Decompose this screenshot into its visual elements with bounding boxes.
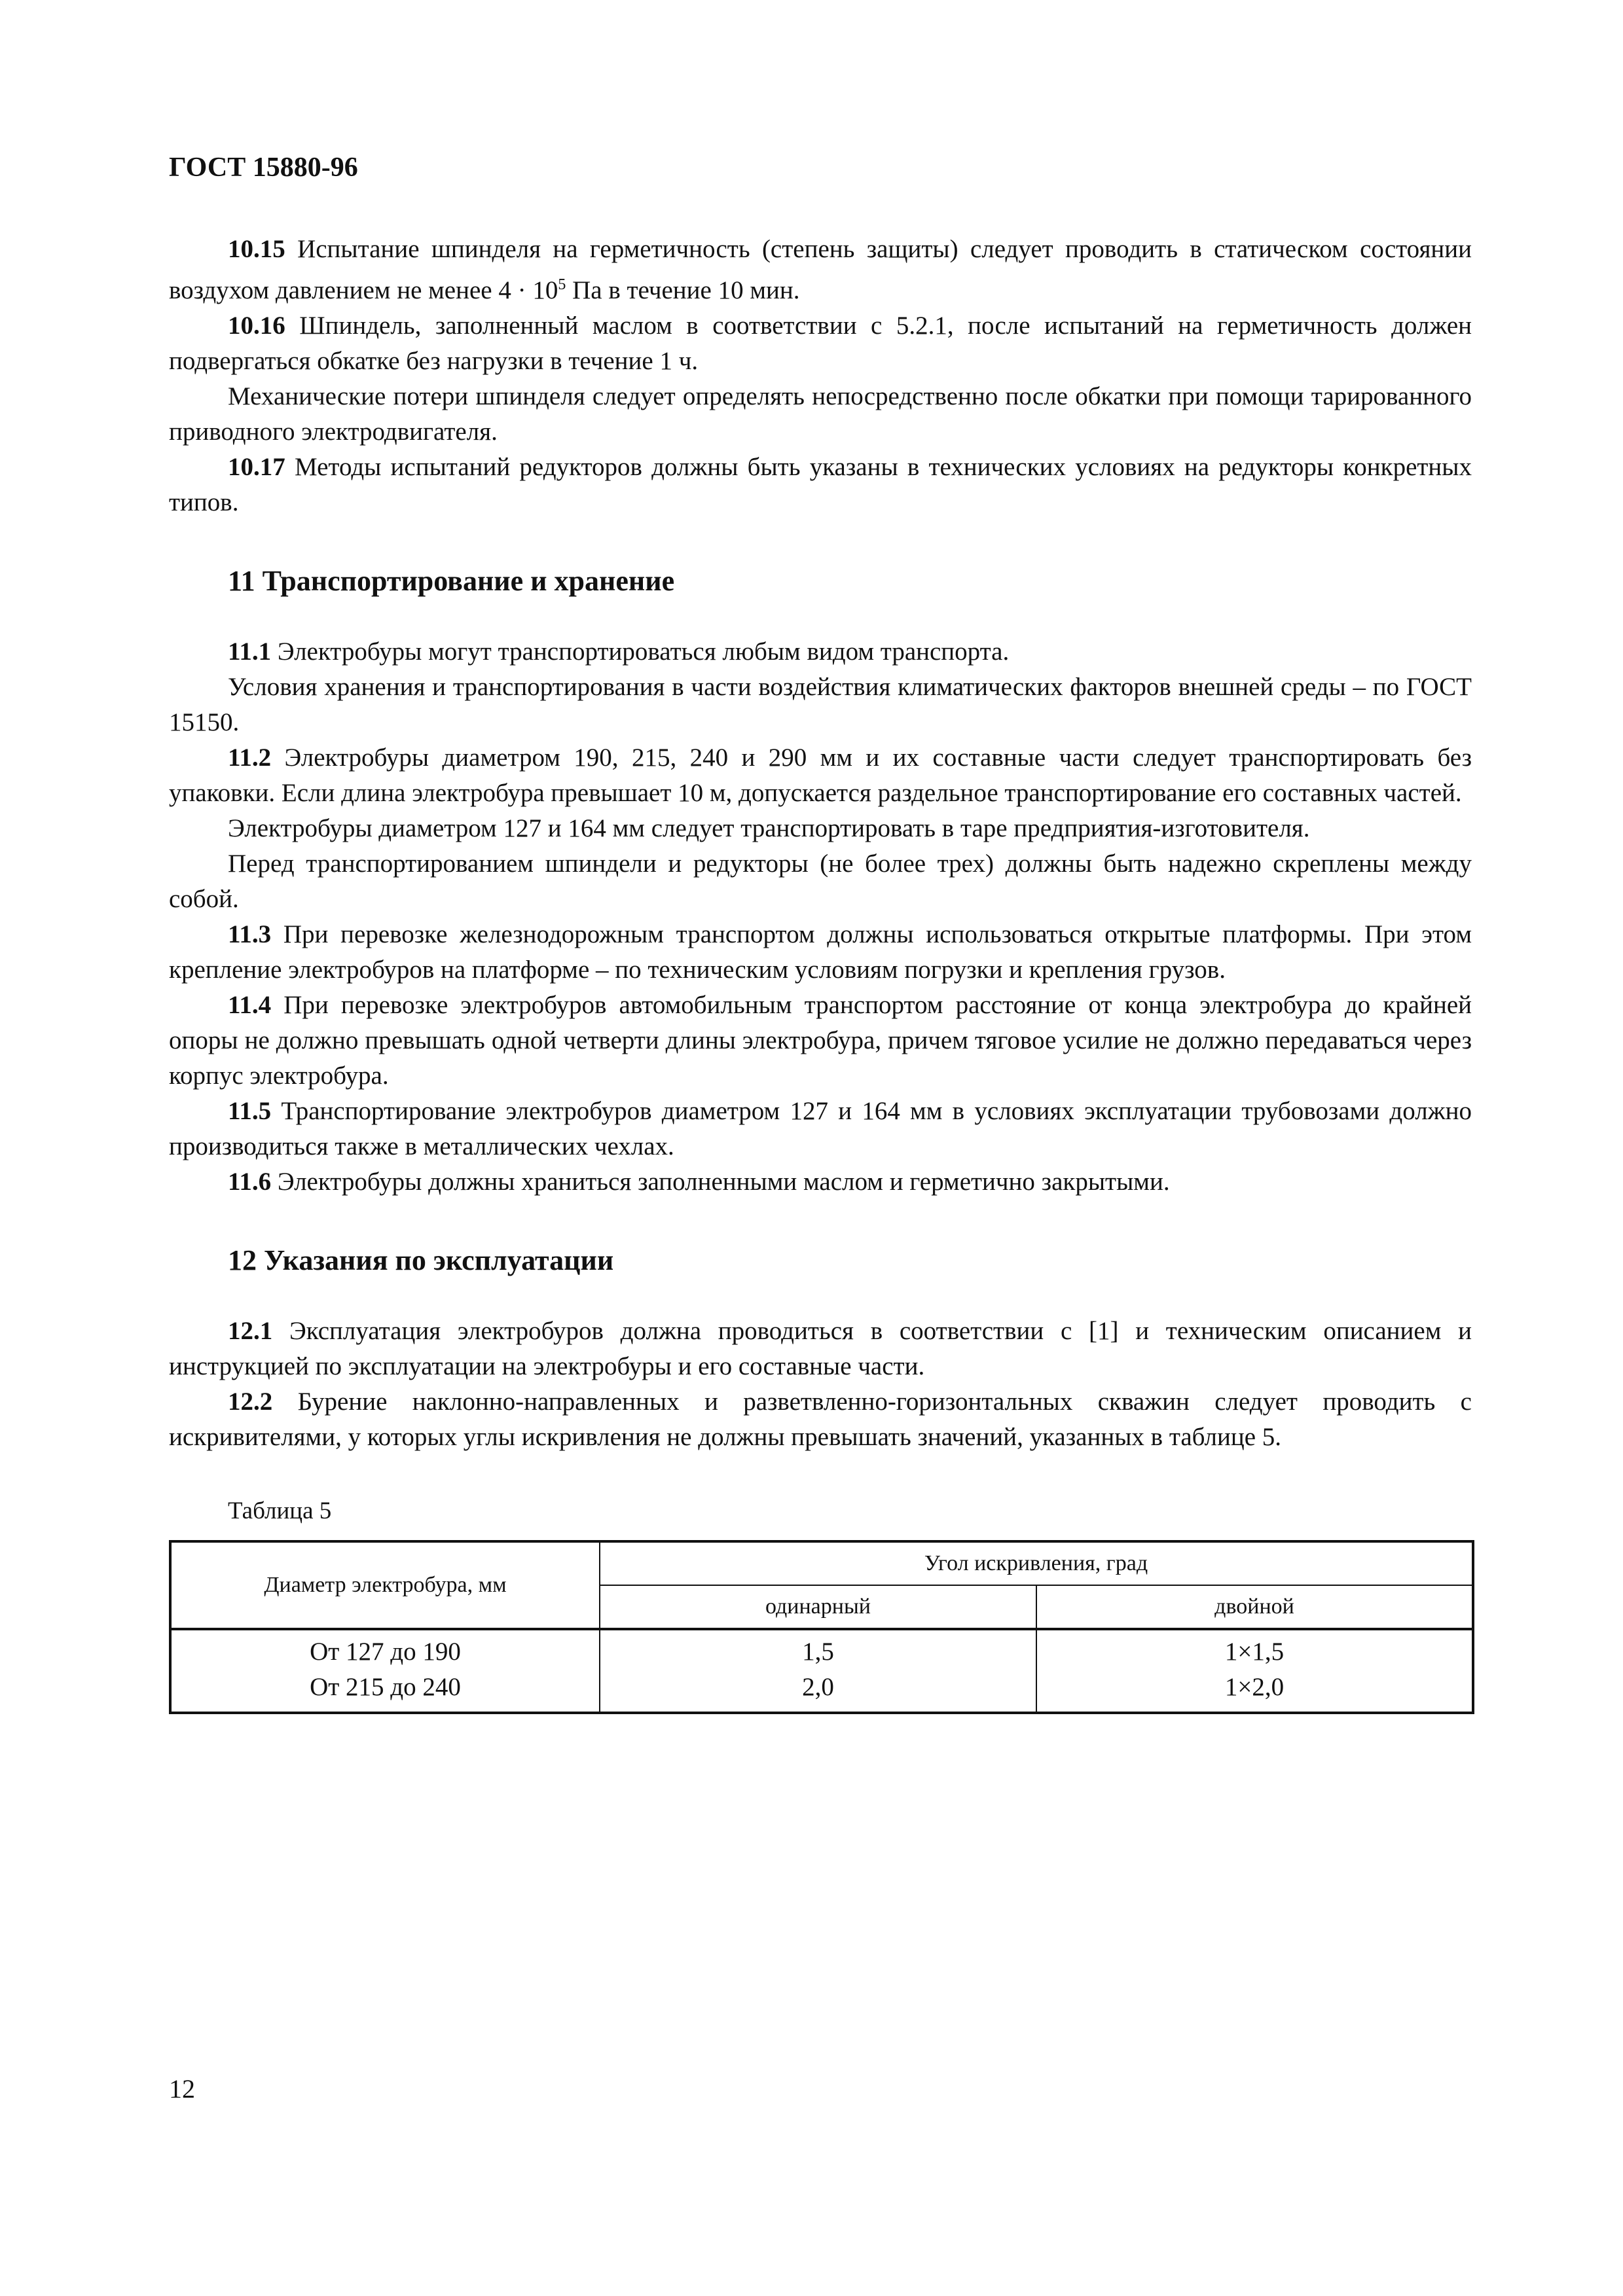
- paragraph-11-1-continued: Условия хранения и транспортирования в части воздействия климатических факторов внешней среды – по ГОСТ 15150.: [169, 673, 1472, 736]
- table-5-caption: Таблица 5: [228, 1498, 332, 1524]
- clause-number: 12.1: [228, 1317, 273, 1345]
- paragraph-11-2: [169, 740, 1472, 811]
- clause-number: 11.6: [228, 1168, 272, 1196]
- paragraph-text: Транспортирование электробуров диаметром 127 и 164 мм в условиях эксплуатации трубовозами должно производиться также в металлических чехлах.: [169, 1097, 1472, 1160]
- clause-number: 11.2: [228, 744, 272, 772]
- exponent: 5: [558, 276, 566, 293]
- table-cell-diameter: От 215 до 240: [170, 1670, 600, 1713]
- table-subheader-single: одинарный: [600, 1585, 1036, 1629]
- document-code: ГОСТ 15880-96: [169, 152, 358, 183]
- table-5: [169, 1540, 1474, 1714]
- section-12-title: 12 Указания по эксплуатации: [228, 1244, 614, 1276]
- paragraph-11-6: [169, 1164, 1472, 1200]
- paragraph-text: Бурение наклонно-направленных и разветвленно-горизонтальных скважин следует проводить с искривителями, у которых углы искривления не должны превышать значений, указанных в таблице 5.: [169, 1388, 1472, 1451]
- clause-number: 11.1: [228, 637, 272, 666]
- paragraph-text: Испытание шпинделя на герметичность (степень защиты) следует проводить в статическом состоянии воздухом давлением не менее 4 · 10: [169, 235, 1472, 304]
- clause-number: 11.5: [228, 1097, 272, 1125]
- paragraph-10-15: [169, 232, 1472, 308]
- page-number: 12: [169, 2074, 195, 2104]
- paragraph-text: Электробуры диаметром 190, 215, 240 и 290 мм и их составные части следует транспортировать без упаковки. Если длина электробура превышает 10 м, допускается раздельное транспортирование его составных частей.: [169, 744, 1472, 807]
- table-header-angle: Угол искривления, град: [600, 1541, 1473, 1585]
- table-cell-single: 1,5: [600, 1629, 1036, 1670]
- table-row: [170, 1629, 1473, 1670]
- clause-number: 10.17: [228, 453, 285, 481]
- table-header-diameter: Диаметр электробура, мм: [170, 1541, 600, 1629]
- paragraph-10-16-continued: Механические потери шпинделя следует определять непосредственно после обкатки при помощи тарированного приводного электродвигателя.: [169, 382, 1472, 446]
- paragraph-text: При перевозке электробуров автомобильным транспортом расстояние от конца электробура до крайней опоры не должно превышать одной четверти длины электробура, причем тяговое усилие не должно передаваться через корпус электробура.: [169, 991, 1472, 1090]
- paragraph-text: Методы испытаний редукторов должны быть указаны в технических условиях на редукторы конкретных типов.: [169, 453, 1472, 516]
- clause-number: 10.16: [228, 312, 285, 340]
- paragraph-text: При перевозке железнодорожным транспортом должны использоваться открытые платформы. При этом крепление электробуров на платформе – по техническим условиям погрузки и крепления грузов.: [169, 920, 1472, 984]
- paragraph-11-2-continued-2: Перед транспортированием шпиндели и редукторы (не более трех) должны быть надежно скреплены между собой.: [169, 850, 1472, 913]
- table-cell-double: 1×1,5: [1036, 1629, 1473, 1670]
- clause-number: 11.4: [228, 991, 272, 1019]
- paragraph-10-17: [169, 450, 1472, 520]
- paragraph-12-2: [169, 1384, 1472, 1455]
- clause-number: 12.2: [228, 1388, 273, 1416]
- paragraph-text: Шпиндель, заполненный маслом в соответствии с 5.2.1, после испытаний на герметичность должен подвергаться обкатке без нагрузки в течение 1 ч.: [169, 312, 1472, 375]
- paragraph-text: Электробуры должны храниться заполненными маслом и герметично закрытыми.: [271, 1168, 1170, 1196]
- clause-number: 11.3: [228, 920, 272, 948]
- paragraph-12-1: [169, 1314, 1472, 1384]
- paragraph-text: Эксплуатация электробуров должна проводиться в соответствии с [1] и техническим описанием и инструкцией по эксплуатации на электробуры и его составные части.: [169, 1317, 1472, 1380]
- paragraph-11-2-continued: Электробуры диаметром 127 и 164 мм следует транспортировать в таре предприятия-изготовителя.: [228, 814, 1310, 842]
- section-11-title: 11 Транспортирование и хранение: [228, 565, 675, 597]
- paragraph-text: Па в течение 10 мин.: [566, 276, 800, 304]
- table-cell-double: 1×2,0: [1036, 1670, 1473, 1713]
- table-cell-diameter: От 127 до 190: [170, 1629, 600, 1670]
- paragraph-11-4: [169, 988, 1472, 1094]
- paragraph-11-3: [169, 917, 1472, 988]
- paragraph-10-16: [169, 308, 1472, 379]
- paragraph-11-1: [169, 634, 1472, 670]
- table-row: [170, 1670, 1473, 1713]
- clause-number: 10.15: [228, 235, 285, 263]
- page-content: [169, 232, 1472, 1714]
- paragraph-text: Электробуры могут транспортироваться любым видом транспорта.: [271, 637, 1010, 666]
- table-subheader-double: двойной: [1036, 1585, 1473, 1629]
- paragraph-11-5: [169, 1094, 1472, 1164]
- table-cell-single: 2,0: [600, 1670, 1036, 1713]
